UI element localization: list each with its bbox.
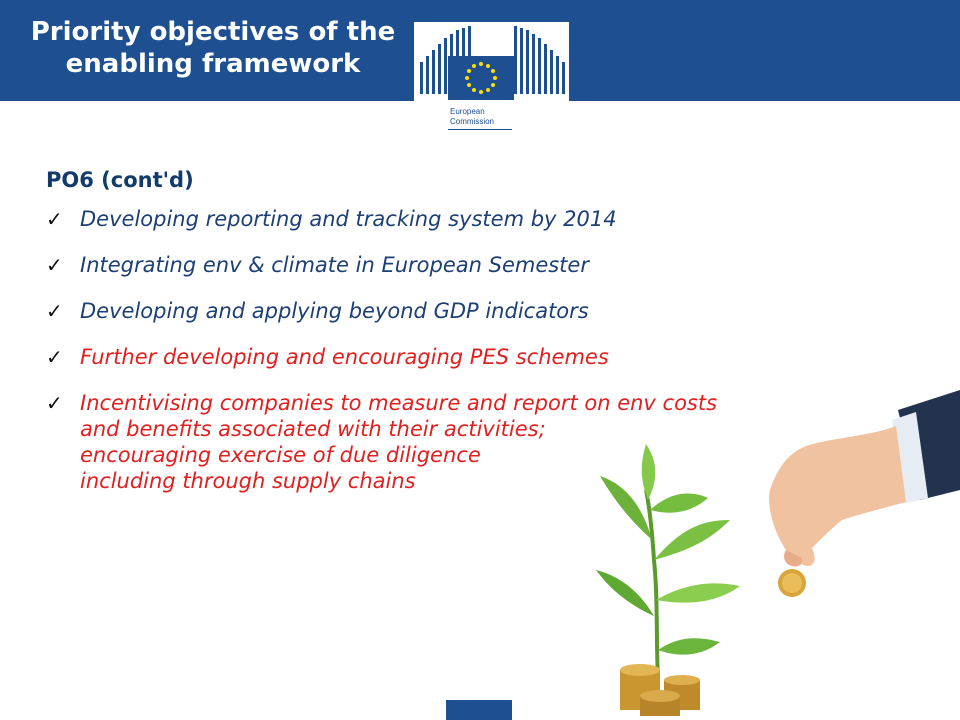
hand-icon (769, 426, 906, 567)
list-item (46, 252, 846, 278)
falling-coin-icon (778, 569, 806, 597)
checkmark-icon: ✓ (46, 299, 63, 323)
section-subtitle: PO6 (cont'd) (46, 168, 194, 192)
list-item-text: Integrating env & climate in European Semester (80, 253, 589, 277)
hand-plant-coin-illustration (580, 380, 960, 720)
title-line-1: Priority objectives of the (30, 17, 396, 47)
list-item (46, 206, 846, 232)
title-line-2: enabling framework (65, 49, 361, 79)
checkmark-icon: ✓ (46, 253, 63, 277)
list-item-line: and benefits associated with their activities; (80, 417, 546, 441)
list-item-line: Incentivising companies to measure and report on env costs (80, 391, 718, 415)
list-item-text: Developing and applying beyond GDP indicators (80, 299, 589, 323)
checkmark-icon: ✓ (46, 345, 63, 369)
checkmark-icon: ✓ (46, 207, 63, 231)
checkmark-icon: ✓ (46, 391, 63, 415)
list-item (46, 344, 846, 370)
european-commission-logo (414, 22, 569, 134)
list-item-text: Further developing and encouraging PES schemes (80, 345, 609, 369)
slide-title (18, 16, 408, 80)
list-item-line: encouraging exercise of due diligence (80, 443, 481, 467)
logo-text-line-1: European (450, 107, 485, 116)
list-item (46, 298, 846, 324)
list-item-text: Developing reporting and tracking system by 2014 (80, 207, 617, 231)
eu-flag-icon (448, 56, 514, 100)
coin-stack-icon (620, 664, 700, 716)
list-item-line: including through supply chains (80, 469, 416, 493)
logo-text-line-2: Commission (450, 117, 495, 126)
plant-icon (596, 444, 740, 680)
footer-tab (446, 700, 512, 720)
